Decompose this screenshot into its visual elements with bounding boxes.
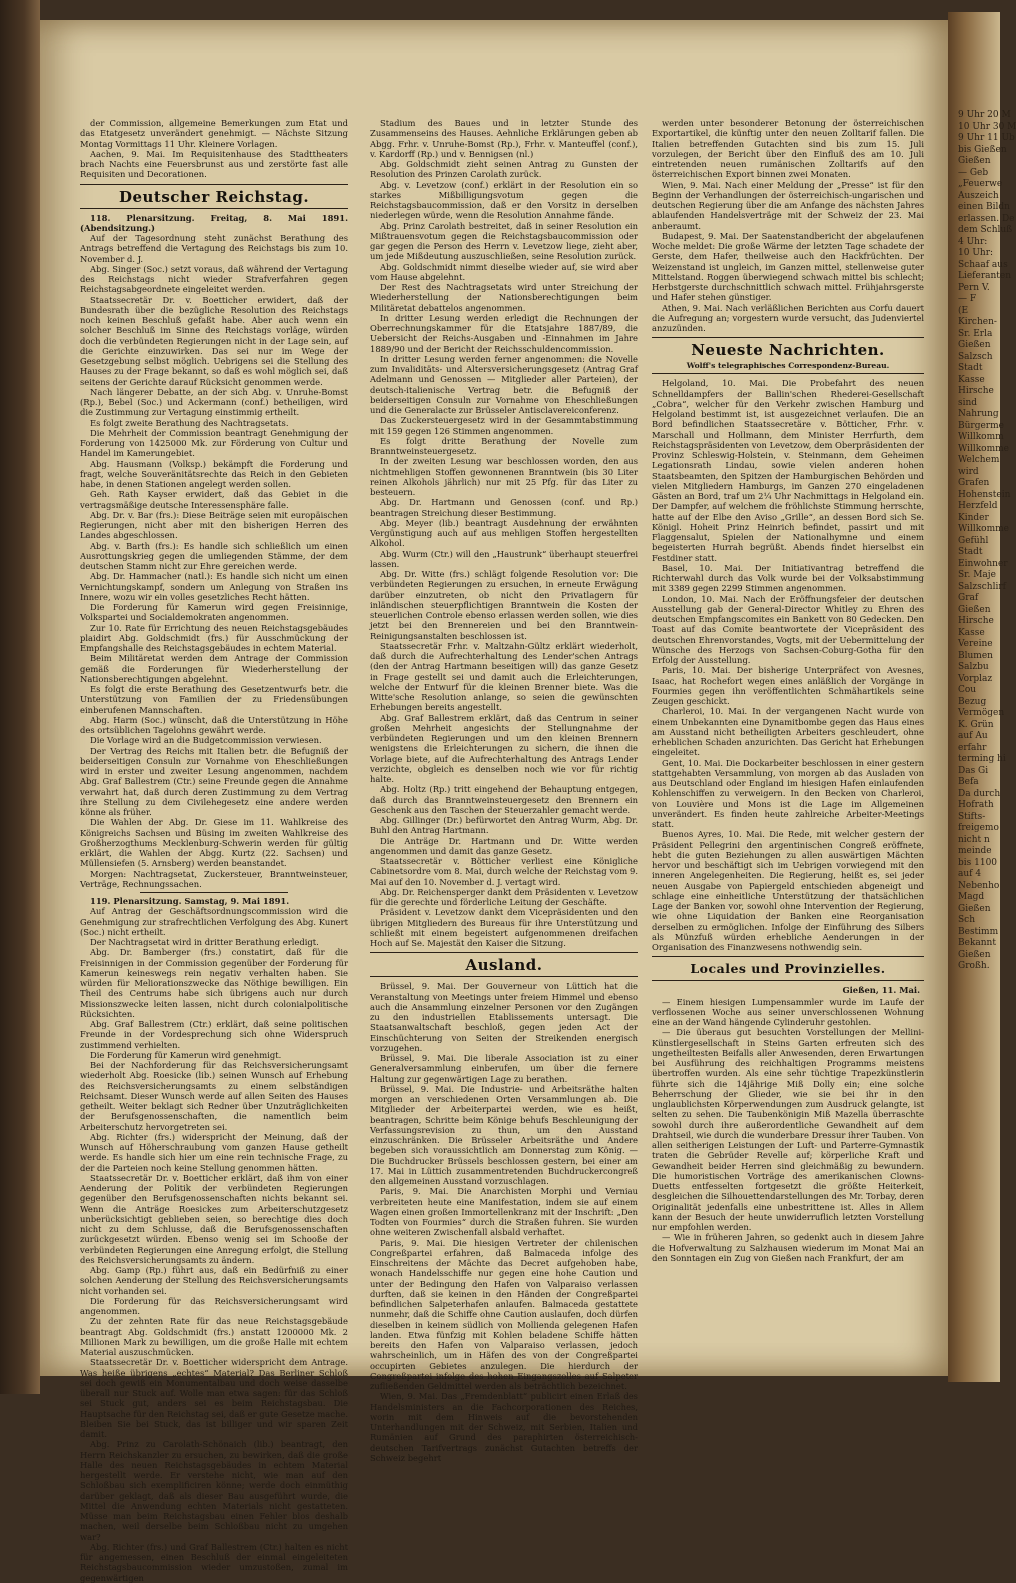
article-paragraph: Staatssecretär v. Bötticher verliest eine Königliche Cabinetsordre vom 8. Mai, durch welche der Reichstag vom 9. Mai auf den 10. November d. J. vertagt wird. bbox=[370, 856, 638, 887]
article-paragraph: Der Nachtragsetat wird in dritter Berathung erledigt. bbox=[90, 937, 319, 947]
article-paragraph: Geh. Rath Kayser erwidert, daß das Gebiet in die vertragsmäßige deutsche Interessensphäre falle. bbox=[80, 489, 348, 510]
article-paragraph: Der Rest des Nachtragsetats wird unter Streichung der Wiederherstellung der Nationsberechtigungen beim Militäretat debattelos angenommen. bbox=[370, 282, 638, 313]
gutter-fragment: wird bbox=[958, 466, 979, 477]
gutter-fragment: Auszeich bbox=[958, 190, 999, 201]
gutter-fragment: nicht n bbox=[958, 834, 990, 845]
article-paragraph: Die Forderung für Kamerun wird gegen Freisinnige, Volkspartei und Socialdemokraten angenommen. bbox=[80, 602, 348, 623]
gutter-fragment: Willkomm bbox=[958, 432, 1004, 442]
next-page-fragments bbox=[958, 110, 1016, 1340]
gutter-fragment: Kirchen- bbox=[958, 317, 997, 327]
gutter-fragment: Cou bbox=[958, 685, 977, 695]
gutter-fragment: Sr. Maje bbox=[958, 570, 996, 580]
gutter-fragment: Sr. Erla bbox=[958, 328, 993, 339]
gutter-fragment: bis Gießen bbox=[958, 144, 1007, 155]
article-paragraph: Basel, 10. Mai. Der Initiativantrag betreffend die Richterwahl durch das Volk wurde bei der Volksabstimmung mit 3389 gegen 2299 Stimmen angenommen. bbox=[652, 562, 924, 594]
article-paragraph: — Die überaus gut besuchten Vorstellungen der Mellini-Künstlergesellschaft in Steins Garten erfreuten sich des ungetheiltesten Beifalls aller Anwesenden, deren Erwartungen bei Ausführung des reichhaltigen Programms meistens übertroffen wurden. Als eine sehr tüchtige Trapezkünstlerin führte sich die 14jährige Miß Dolly ein; eine solche Beherrschung der Glieder, wie sie bei ihr in den unglaublichsten Körperwendungen zum Ausdruck gelangte, ist selten zu sehen. Die Taubenkönigin Miß Mazella überraschte sowohl durch ihre außerordentliche Gewandheit auf dem Drahtseil, wie durch die wunderbare Dressur ihrer Tauben. Von allen seitherigen Leistungen der Luft- und Parterre-Gymnastik traten die Gebrüder Revelle auf; körperliche Kraft und Gewandheit beider Herren sind gleichmäßig zu bewundern. Die humoristischen Vorträge des amerikanischen Clowns-Duetts entfesselten fortgesetzt die größte Heiterkeit, desgleichen die Silhouettendarstellungen des Mr. Torbay, deren Originalität jedenfalls eine unbestrittene ist. Alles in Allem kann der Besuch der heute unwiderruflich letzten Vorstellung nur empfohlen werden. bbox=[652, 1027, 924, 1232]
gutter-fragment: 4 Uhr: bbox=[958, 236, 988, 247]
rule bbox=[140, 892, 288, 893]
article-paragraph: Abg. Hausmann (Volksp.) bekämpft die Forderung und fragt, welche Souveränitätsrechte das Reich in den Gebieten habe, in denen Stationen angelegt werden sollen. bbox=[80, 458, 348, 489]
article-paragraph: Helgoland, 10. Mai. Die Probefahrt des neuen Schnelldampfers der Ballin'schen Rhederei-Gesellschaft „Cobra“, welcher für den Verkehr zwischen Hamburg und Helgoland bestimmt ist, ist ausgezeichnet verlaufen. Die an Bord befindlichen Staatssecretäre v. Bötticher, Frhr. v. Marschall und Hollmann, dem Minister Herrfurth, dem Reichstagspräsidenten von Levetzow, dem Oberpräsidenten der Provinz Schleswig-Holstein, v. Steinmann, dem Geheimen Legationsrath Lindau, sowie vielen anderen hohen Staatsbeamten, den Spitzen der Hamburgischen Behörden und vielen Mitgliedern Hamburgs, im Ganzen 270 eingeladenen Gästen an Bord, traf um 2¼ Uhr Nachmittags in Helgoland ein. Der Dampfer, auf welchem die fröhlichste Stimmung herrschte, hatte auf der Elbe den Aviso „Grille“, an dessen Bord sich Se. Königl. Hoheit Prinz Heinrich befindet, passirt und mit Flaggensalut, Spielen der Nationalhymne und einem begeisterten Hurrah begrüßt. Abends findet hierselbst ein Festdiner statt. bbox=[652, 378, 924, 563]
article-paragraph: Morgen: Nachtragsetat, Zuckersteuer, Branntweinsteuer, Verträge, Rechnungssachen. bbox=[80, 868, 348, 889]
article-paragraph: Charleroi, 10. Mai. In der vergangenen Nacht wurde von einem Unbekannten eine Dynamitbombe gegen das Haus eines am Ausstand nicht betheiligten Arbeiters geschleudert, ohne erheblichen Schaden anzurichten. Das Gericht hat Erhebungen eingeleitet. bbox=[652, 706, 924, 758]
article-paragraph: Brüssel, 9. Mai. Die Industrie- und Arbeitsräthe halten morgen an verschiedenen Orten Versammlungen ab. Die Mitglieder der Arbeiterpartei werden, wie es heißt, beantragen, Schritte beim Könige behufs Beschleunigung der Verfassungsrevision zu thun, um den Ausstand einzuschränken. Die Brüsseler Arbeitsräthe und Andere begeben sich voraussichtlich am Donnerstag zum König. — Die Buchdrucker Brüssels beschlossen gestern, bei einer am 17. Mai in Lüttich zusammentretenden Buchdruckercongreß den allgemeinen Ausstand vorzuschlagen. bbox=[370, 1083, 638, 1186]
gutter-fragment: Salzsch bbox=[958, 351, 993, 362]
article-paragraph: Brüssel, 9. Mai. Die liberale Association ist zu einer Generalversammlung einberufen, um über die fernere Haltung zur gegenwärtigen Lage zu berathen. bbox=[370, 1053, 638, 1084]
article-paragraph: Wien, 9. Mai. Das „Fremdenblatt“ publicirt einen Erlaß des Handelsministers an die Fachcorporationen des Reiches, worin mit dem Hinweis auf die bevorstehenden Unterhandlungen mit der Schweiz, mit Serbien, Italien und Rumänien auf Grund des paraphirten österreichisch-deutschen Tarifvertrags zunächst Gutachten betreffs der Schweiz begehrt bbox=[370, 1391, 638, 1463]
gutter-fragment: Willkomme bbox=[958, 443, 1009, 454]
gutter-fragment: Stifts- bbox=[958, 811, 986, 822]
article-paragraph: Abg. Prinz Carolath bestreitet, daß in seiner Resolution ein Mißtrauensvotum gegen die Reichstagsbaucommission oder gar gegen die Person des Herrn v. Levetzow liege, zieht aber, um jede Mißdeutung auszuschließen, seine Resolution zurück. bbox=[370, 220, 638, 262]
article-paragraph: Staatssecretär Frhr. v. Maltzahn-Gültz erklärt wiederholt, daß durch die Aufrechterhaltung des Lender'schen Antrags (den der Antrag Hartmann beseitigen will) das ganze Gesetz in Frage gestellt sei und damit auch die Erleichterungen, welche der Entwurf für die kleinen Brenner biete. Was die Witte'sche Resolution anlange, so seien die gewünschten Erhebungen bereits angestellt. bbox=[370, 640, 638, 713]
article-paragraph: Budapest, 9. Mai. Der Saatenstandbericht der abgelaufenen Woche meldet: Die große Wärme der letzten Tage schadete der Gerste, dem Hafer, theilweise auch den Hackfrüchten. Der Weizenstand ist ungleich, im Ganzen mittel, stellenweise guter Mittelstand. Roggen überwiegend schwach mittel bis schlecht; Herbstgerste durchschnittlich schwach mittel. Frühjahrsgerste und Hafer stehen günstiger. bbox=[652, 230, 924, 303]
article-paragraph: Abg. Gillinger (Dr.) befürwortet den Antrag Wurm, Abg. Dr. Buhl den Antrag Hartmann. bbox=[370, 815, 638, 836]
session-119-heading: 119. Plenarsitzung. Samstag, 9. Mai 1891. bbox=[90, 896, 290, 906]
article-paragraph: Es folgt zweite Berathung des Nachtragsetats. bbox=[90, 417, 289, 428]
article-paragraph: Staatssecretär Dr. v. Boetticher erwidert, daß der Bundesrath über die bezügliche Resolution des Reichstags noch keinen Beschluß gefaßt habe. Aber auch wenn ein solcher Beschluß im Sinne des Reichstags vorläge, würden doch die verbündeten Regierungen nicht in der Lage sein, auf die Gerichte einzuwirken. Das sei nur im Wege der Gesetzgebung selbst möglich. Uebrigens sei die Stellung des Hauses zu der Frage bekannt, so daß es wohl möglich sei, daß seitens der Gerichte darauf Rücksicht genommen werde. bbox=[80, 294, 348, 387]
gutter-fragment: Sch bbox=[958, 915, 976, 925]
article-paragraph: Abg. Wurm (Ctr.) will den „Haustrunk“ überhaupt steuerfrei lassen. bbox=[370, 548, 638, 569]
gutter-fragment: Da durch bbox=[958, 788, 1001, 799]
gutter-fragment: Bekannt bbox=[958, 938, 996, 948]
gutter-fragment: Vermögen bbox=[958, 708, 1005, 718]
article-paragraph: Stadium des Baues und in letzter Stunde des Zusammenseins des Hauses. Aehnliche Erklärungen geben ab Abgg. Frhr. v. Unruhe-Bomst (Rp.), Frhr. v. Manteuffel (conf.), v. Kardorff (Rp.) und v. Bennigsen (nl.) bbox=[370, 118, 638, 159]
article-paragraph: Abg. Singer (Soc.) setzt voraus, daß während der Vertagung des Reichstags nicht wieder Strafverfahren gegen Reichstagsabgeordnete eingeleitet werden. bbox=[80, 263, 348, 295]
rule bbox=[652, 337, 924, 338]
article-paragraph: Nach längerer Debatte, an der sich Abg. v. Unruhe-Bomst (Rp.), Bebel (Soc.) und Ackermann (conf.) betheiligen, wird die Zustimmung zur Vertagung einstimmig ertheilt. bbox=[80, 386, 348, 418]
article-paragraph: Zur 10. Rate für Errichtung des neuen Reichstagsgebäudes plaidirt Abg. Goldschmidt (frs.) für Ausschmückung der Empfangshalle des Reichstagsgebäudes in echtem Material. bbox=[80, 622, 348, 653]
gutter-fragment: Vorplaz bbox=[958, 673, 993, 684]
article-paragraph: Abg. Dr. v. Bar (frs.): Diese Beiträge seien mit europäischen Regierungen, nicht aber mit den bisherigen Herren des Landes abgeschlossen. bbox=[80, 509, 348, 541]
article-paragraph: Beim Militäretat werden dem Antrage der Commission gemäß die Forderungen für Wiederherstellung der Nationsberechtigungen abgelehnt. bbox=[80, 653, 348, 684]
gutter-fragment: Hirsche bbox=[958, 386, 994, 396]
gutter-fragment: Nahrung bbox=[958, 409, 999, 419]
article-paragraph: Abg. v. Barth (frs.): Es handle sich schließlich um einen Ausrottungskrieg gegen die umliegenden Stämme, der dem deutschen Stamm nicht zur Ehre gereichen werde. bbox=[80, 540, 348, 571]
gutter-fragment: Schaaf aus bbox=[958, 259, 1008, 270]
article-paragraph: Abg. Richter (frs.) und Graf Ballestrem (Ctr.) halten es nicht für angemessen, einen Beschluß der einmal eingeleiteten Reichstagsbaucommission wieder umzustoßen, zumal im gegenwärtigen bbox=[80, 1541, 348, 1583]
article-paragraph: Die Mehrheit der Commission beantragt Genehmigung der Forderung von 1425000 Mk. zur Förderung von Cultur und Handel im Kamerungebiet. bbox=[80, 427, 348, 459]
gutter-fragment: 9 Uhr 20 M bbox=[958, 110, 1011, 120]
article-paragraph: London, 10. Mai. Nach der Eröffnungsfeier der deutschen Ausstellung gab der General-Director Whitley zu Ehren des deutschen Empfangscomites ein Bankett von 80 Gedecken. Den Toast auf das Comite beantwortete der Vicepräsident des deutschen Ehrenvorstandes, Vogts, mit der Uebermittelung der Wünsche des Herzogs von Sachsen-Coburg-Gotha für den Erfolg der Ausstellung. bbox=[652, 593, 924, 665]
gutter-fragment: Willkomme bbox=[958, 524, 1009, 534]
gutter-fragment: Salzbu bbox=[958, 662, 989, 672]
gutter-fragment: Pern V. bbox=[958, 282, 990, 293]
article-paragraph: Bei der Nachforderung für das Reichsversicherungsamt wiederholt Abg. Roesicke (lib.) seinen Wunsch auf Erhebung des Reichsversicherungsamts zu einem selbständigen Reichsamt. Dieser Wunsch werde auf allen Seiten des Hauses getheilt. Weiter beklagt sich Redner über Unzuträglichkeiten der Berufsgenossenschaften, die namentlich beim Arbeiterschutz hervorgetreten sei. bbox=[80, 1060, 348, 1132]
gutter-fragment: Gießen bbox=[958, 604, 991, 615]
article-paragraph: Abg. Harm (Soc.) wünscht, daß die Unterstützung in Höhe des ortsüblichen Tagelohns gewährt werde. bbox=[80, 714, 348, 735]
gutter-fragment: Großh. bbox=[958, 961, 990, 971]
rule bbox=[652, 956, 924, 957]
article-paragraph: Abg. Prinz zu Carolath-Schönaich (lib.) beantragt, den Herrn Reichskanzler zu ersuchen, zu bewirken, daß die große Halle des neuen Reichstagsgebäudes in echtem Material hergestellt werde. Er verstehe nicht, wie man auf den Schloßbau sich exemplificiren könne; werde doch einmüthig darüber geklagt, daß als dieser Bau ausgeführt wurde, die Mittel die Anwendung echten Materials nicht gestatteten. Müsse man beim Reichstagsbau einen Fehler blos deshalb machen, weil derselbe beim Schloßbau nicht zu umgehen war? bbox=[80, 1439, 348, 1542]
article-paragraph: Abg. Gamp (Rp.) führt aus, daß ein Bedürfniß zu einer solchen Aenderung der Stellung des Reichsversicherungsamts nicht vorhanden sei. bbox=[80, 1265, 348, 1296]
gutter-fragment: Gießen bbox=[958, 156, 991, 166]
rule bbox=[80, 184, 348, 185]
gutter-fragment: erlassen. De bbox=[958, 213, 1015, 224]
article-paragraph: Wien, 9. Mai. Nach einer Meldung der „Presse“ ist für den Beginn der Verhandlungen der österreichisch-ungarischen und deutschen Regierung über die am Anfange des nächsten Jahres ablaufenden Handelsverträge mit der Schweiz der 23. Mai anberaumt. bbox=[652, 179, 924, 231]
gutter-fragment: 9 Uhr 11 Ub bbox=[958, 133, 1015, 143]
article-paragraph: Staatssecretär Dr. v. Boetticher widerspricht dem Antrage. Was heiße übrigens „echtes“ Material? Das Berliner Schloß sei doch gewiß ein Monumentalbau und doch weise dasselbe überall nur Stuck auf. Wolle man etwa sagen: für das Schloß sei Stuck gut, anders sei es beim Reichstagsbau. Die Hauptsache für den Reichstag sei, daß er gute Gesetze mache. Bleiben Sie bei Stuck, das ist billiger und wir sparen Zeit damit. bbox=[80, 1357, 348, 1439]
gutter-fragment: Lieferanten bbox=[958, 271, 1012, 281]
article-paragraph: Paris, 9. Mai. Die Anarchisten Morphi und Verniau verbreiteten heute eine Manifestation, indem sie auf einem Wagen einen großen Immortellenkranz mit der Inschrift: „Den Todten von Fourmies“ durch die Straßen fuhren. Sie wurden ohne weiteren Zwischenfall alsbald verhaftet. bbox=[370, 1186, 638, 1238]
section-title-neueste-nachrichten: Neueste Nachrichten. bbox=[691, 341, 885, 360]
gutter-fragment: (E bbox=[958, 305, 969, 316]
gutter-fragment: einen Bildn bbox=[958, 202, 1010, 212]
gutter-fragment: Magd bbox=[958, 892, 985, 902]
column-1 bbox=[80, 118, 348, 1583]
article-paragraph: Aachen, 9. Mai. Im Requisitenhause des Stadttheaters brach Nachts eine Feuersbrunst aus und zerstörte fast alle Requisiten und Decorationen. bbox=[80, 148, 348, 180]
article-paragraph: Abg. v. Levetzow (conf.) erklärt in der Resolution ein so starkes Mißbilligungsvotum gegen die Reichstagsbaucommission, daß er den Vorsitz in derselben niederlegen würde, wenn die Resolution Annahme fände. bbox=[370, 179, 638, 221]
gutter-fragment: Bestimm bbox=[958, 926, 999, 937]
gutter-fragment: Befa bbox=[958, 777, 979, 787]
book-left-edge bbox=[0, 0, 40, 1394]
article-paragraph: Auf der Tagesordnung steht zunächst Berathung des Antrags betreffend die Vertagung des Reichstags bis zum 10. November d. J. bbox=[80, 233, 348, 264]
article-paragraph: Die Forderung für das Reichsversicherungsamt wird angenommen. bbox=[80, 1295, 348, 1316]
gutter-fragment: auf Au bbox=[958, 731, 988, 741]
article-paragraph: Abg. Dr. Witte (frs.) schlägt folgende Resolution vor: Die verbündeten Regierungen zu ersuchen, in erneute Erwägung darüber einzutreten, ob nicht den Privatlagern für inländischen steuerpflichtigen Branntwein die Kosten der steuerlichen Controle ebenso erlassen werden sollen, wie dies jetzt bei den Brennereien und bei den Branntwein-Reinigungsanstalten beschlossen ist. bbox=[370, 569, 638, 641]
rule bbox=[370, 952, 638, 953]
article-paragraph: Die Forderung für Kamerun wird genehmigt. bbox=[90, 1049, 282, 1060]
gutter-fragment: dem Schluß bbox=[958, 225, 1013, 235]
section-title-ausland: Ausland. bbox=[465, 956, 543, 975]
article-paragraph: Abg. Dr. Hammacher (natl.): Es handle sich nicht um einen Vernichtungskampf, sondern um Anlegung von Straßen ins Innere, wozu wir ein volles gesetzliches Recht hätten. bbox=[80, 571, 348, 602]
gutter-fragment: Graf bbox=[958, 593, 979, 603]
article-paragraph: Abg. Graf Ballestrem (Ctr.) erklärt, daß seine politischen Freunde in der Vordesprechung sich ohne Widerspruch zustimmend verhielten. bbox=[80, 1019, 348, 1050]
gutter-fragment: „Feuerwe bbox=[958, 179, 1003, 189]
gutter-fragment: Blumen bbox=[958, 650, 993, 661]
column-2 bbox=[370, 118, 638, 1463]
gutter-fragment: K. Grün bbox=[958, 719, 994, 730]
article-paragraph: Paris, 9. Mai. Die hiesigen Vertreter der chilenischen Congreßpartei erfahren, daß Balmaceda infolge des Einschreitens der Mächte das Decret aufgehoben habe, wonach Handelsschiffe nur gegen eine hohe Caution und unter der Bedingung den Hafen von Valparaiso verlassen durften, daß sie keinen in den Händen der Congreßpartei befindlichen Salpeterhafen anlaufen. Balmaceda gestattete nunmehr, daß die Schiffe ohne Caution auslaufen, doch dürfen dieselben in keinem südlich von Mollienda gelegenen Hafen landen. Etwa fünfzig mit Kohlen beladene Schiffe hätten bereits den Hafen von Valparaiso verlassen, jedoch wahrscheinlich, um in Häfen des von der Congreßpartei occupirten Gebietes anzulegen. Die hierdurch der Congreßpartei infolge des hohen Eingangszolles auf Salpeter zufließenden Geldmittel werden als beträchtlich bezeichnet. bbox=[370, 1237, 638, 1391]
article-paragraph: Brüssel, 9. Mai. Der Gouverneur von Lüttich hat die Veranstaltung von Meetings unter freiem Himmel und ebenso auch die Ansammlung einzelner Personen vor den Zugängen zu den industriellen Etablissements untersagt. Die Staatsanwaltschaft beschloß, gegen jeden Act der Einschüchterung von Seiten der Streikenden energisch vorzugehen. bbox=[370, 981, 638, 1053]
column-3 bbox=[652, 118, 924, 1368]
gutter-fragment: Gießen bbox=[958, 949, 991, 960]
rule bbox=[80, 208, 348, 209]
section-title-locales: Locales und Provinzielles. bbox=[690, 961, 886, 977]
article-paragraph: Die Anträge Dr. Hartmann und Dr. Witte werden angenommen und damit das ganze Gesetz. bbox=[370, 835, 638, 856]
article-paragraph: Abg. Dr. Bamberger (frs.) constatirt, daß für die Freisinnigen in der Commission gegenüber der Forderung für Kamerun keineswegs rein negativ verhalten haben. Sie würden für Meliorationszwecke das Nöthige bewilligen. Ein Theil des Centrums habe sich übrigens auch nur durch Missionszwecke leiten lassen, nicht durch colonialpolitische Rücksichten. bbox=[80, 947, 348, 1019]
gutter-fragment: Grafen bbox=[958, 478, 990, 488]
session-118-heading: 118. Plenarsitzung. Freitag, 8. Mai 1891. (Abendsitzung.) bbox=[80, 212, 348, 233]
gutter-fragment: sind bbox=[958, 397, 978, 408]
article-paragraph: Abg. Graf Ballestrem erklärt, daß das Centrum in seiner großen Mehrheit angesichts der Stellungnahme der verbündeten Regierungen und um den kleinen Brennern wenigstens die Erleichterungen zu sichern, die ihnen die Vorlage biete, auf die Aufrechterhaltung des Antrags Lender verzichte, obgleich es denselben noch wie vor für richtig halte. bbox=[370, 712, 638, 784]
article-paragraph: Zu der zehnten Rate für das neue Reichstagsgebäude beantragt Abg. Goldschmidt (frs.) anstatt 1200000 Mk. 2 Millionen Mark zu bewilligen, um die große Halle mit echtem Material auszuschmücken. bbox=[80, 1316, 348, 1357]
gutter-fragment: Stadt bbox=[958, 363, 983, 373]
gutter-fragment: erfahr bbox=[958, 742, 987, 753]
gutter-fragment: Stadt bbox=[958, 547, 983, 557]
gutter-fragment: Gießen bbox=[958, 340, 991, 350]
gutter-fragment: Einwohner bbox=[958, 558, 1008, 569]
article-paragraph: Paris, 10. Mai. Der bisherige Unterpräfect von Avesnes, Isaac, hat Rochefort wegen eines anläßlich der Vorgänge in Fourmies gegen ihn veröffentlichten Schmähartikels seine Zeugen geschickt. bbox=[652, 665, 924, 706]
gutter-fragment: — F bbox=[958, 294, 977, 304]
gutter-fragment: terming hi bbox=[958, 754, 1006, 764]
gutter-fragment: Gießen bbox=[958, 903, 991, 914]
gutter-fragment: Hirsche bbox=[958, 616, 994, 626]
gutter-fragment: Nebenho bbox=[958, 880, 1000, 891]
gutter-fragment: Bezug bbox=[958, 696, 987, 707]
article-paragraph: Es folgt die erste Berathung des Gesetzentwurfs betr. die Unterstützung von Familien der zu Friedensübungen einberufenen Mannschaften. bbox=[80, 684, 348, 715]
rule bbox=[652, 980, 924, 981]
article-paragraph: Die Wahlen der Abg. Dr. Giese im 11. Wahlkreise des Königreichs Sachsen und Büsing im zweiten Wahlkreise des Großherzogthums Mecklenburg-Schwerin werden für gültig erklärt, die Wahlen der Abgg. Kurtz (22. Sachsen) und Müllensiefen (5. Arnsberg) werden beanstandet. bbox=[80, 817, 348, 869]
article-paragraph: Der Vertrag des Reichs mit Italien betr. die Befugniß der beiderseitigen Consuln zur Vornahme von Eheschließungen wird in erster und zweiter Lesung angenommen, nachdem Abg. Graf Ballestrem (Ctr.) seine Freunde gegen die Annahme verwahrt hat, daß durch deren Zustimmung zu dem Vertrag ihre Stellung zu dem Civilehegesetz eine andere werden könne als früher. bbox=[80, 745, 348, 817]
gutter-fragment: — Geb bbox=[958, 167, 989, 178]
section-title-reichstag: Deutscher Reichstag. bbox=[118, 187, 310, 206]
article-paragraph: — Wie in früheren Jahren, so gedenkt auch in diesem Jahre die Hofverwaltung zu Salzhausen wiederum im Monat Mai an den Sonntagen ein Zug von Gießen nach Frankfurt, der am bbox=[652, 1232, 924, 1263]
article-paragraph: der Commission, allgemeine Bemerkungen zum Etat und das Etatgesetz unverändert genehmigt. — Nächste Sitzung Montag Vormittags 11 Uhr. Kleinere Vorlagen. bbox=[80, 118, 348, 149]
article-paragraph: Abg. Goldschmidt zieht seinen Antrag zu Gunsten der Resolution des Prinzen Carolath zurück. bbox=[370, 159, 638, 180]
article-paragraph: Das Zuckersteuergesetz wird in der Gesammtabstimmung mit 159 gegen 126 Stimmen angenommen. bbox=[370, 415, 638, 436]
gutter-fragment: Herzfeld bbox=[958, 501, 998, 511]
gutter-fragment: freigemo bbox=[958, 823, 999, 833]
gutter-fragment: Gefühl bbox=[958, 535, 989, 546]
gutter-fragment: Kinder bbox=[958, 512, 989, 523]
gutter-fragment: Hofrath bbox=[958, 800, 994, 810]
article-paragraph: Es folgt dritte Berathung der Novelle zum Branntweinsteuergesetz. bbox=[370, 435, 638, 456]
section-subtitle-wolff: Wolff's telegraphisches Correspondenz-Bureau. bbox=[686, 361, 890, 371]
gutter-fragment: Hohenstein bbox=[958, 489, 1011, 500]
article-paragraph: Abg. Meyer (lib.) beantragt Ausdehnung der erwähnten Vergünstigung auch auf aus mehligen Stoffen hergestellten Alkohol. bbox=[370, 517, 638, 549]
gutter-fragment: Vereine bbox=[958, 639, 993, 649]
article-paragraph: Die Vorlage wird an die Budgetcommission verwiesen. bbox=[90, 735, 322, 746]
rule bbox=[652, 373, 924, 374]
article-paragraph: In dritter Lesung werden erledigt die Rechnungen der Oberrechnungskammer für die Etatsjahre 1887/89, die Uebersicht der Reichs-Ausgaben und -Einnahmen im Jahre 1889/90 und der Bericht der Reichsschuldencommission. bbox=[370, 312, 638, 354]
article-paragraph: Auf Antrag der Geschäftsordnungscommission wird die Genehmigung zur strafrechtlichen Verfolgung des Abg. Kunert (Soc.) nicht ertheilt. bbox=[80, 906, 348, 937]
gutter-fragment: auf 4 bbox=[958, 869, 982, 879]
article-paragraph: Abg. Dr. Reichensperger dankt dem Präsidenten v. Levetzow für die gerechte und förderliche Leitung der Geschäfte. bbox=[370, 886, 638, 907]
gutter-fragment: Welchem bbox=[958, 455, 1000, 465]
article-paragraph: In der zweiten Lesung war beschlossen worden, den aus nichtmehligen Stoffen gewonnenen Branntwein (bis 30 Liter reinen Alkohols jährlich) nur mit 25 Pfg. für das Liter zu besteuern. bbox=[370, 456, 638, 497]
gutter-fragment: Das Gi bbox=[958, 765, 989, 776]
gutter-fragment: Kasse bbox=[958, 374, 985, 385]
gutter-fragment: bis 1100 bbox=[958, 857, 998, 868]
article-paragraph: Gent, 10. Mai. Die Dockarbeiter beschlossen in einer gestern stattgehabten Versammlung, von morgen ab das Ausladen von aus Deutschland oder England im hiesigen Hafen einlaufenden Kohlenschiffen zu verweigern. In den Becken von Charleroi, von Louvière und Mons ist die Lage im Allgemeinen unverändert. Es finden heute zahlreiche Arbeiter-Meetings statt. bbox=[652, 757, 924, 829]
gutter-fragment: meinde bbox=[958, 846, 992, 856]
article-paragraph: Staatssecretär Dr. v. Boetticher erklärt, daß ihm von einer Aenderung der Politik der verbündeten Regierungen gegenüber den Berufsgenossenschaften nichts bekannt sei. Wenn die Anträge Roesickes zum Arbeiterschutzgesetz unberücksichtigt geblieben seien, so berechtige dies doch nicht zu dem Schlusse, daß die Berufsgenossenschaften zurückgesetzt würden. Ebenso wenig sei im Schooße der verbündeten Regierungen eine Anregung erfolgt, die Stellung des Reichsversicherungsamts zu ändern. bbox=[80, 1172, 348, 1265]
article-paragraph: Abg. Holtz (Rp.) tritt eingehend der Behauptung entgegen, daß durch das Branntweinsteuergesetz den Brennern ein Geschenk aus den Taschen der Steuerzahler gemacht werde. bbox=[370, 784, 638, 815]
gutter-fragment: 10 Uhr 30 M bbox=[958, 121, 1016, 132]
article-paragraph: Präsident v. Levetzow dankt dem Vicepräsidenten und den übrigen Mitgliedern des Bureaus für ihre Unterstützung und schließt mit einem begeistert aufgenommenen dreifachen Hoch auf Se. Majestät den Kaiser die Sitzung. bbox=[370, 907, 638, 948]
article-paragraph: Abg. Richter (frs.) widerspricht der Meinung, daß der Wunsch auf Höherschraubung vom ganzen Hause getheilt werde. Es handle sich hier um eine rein technische Frage, zu der die Parteien noch keine Stellung genommen hätten. bbox=[80, 1131, 348, 1173]
article-paragraph: Buenos Ayres, 10. Mai. Die Rede, mit welcher gestern der Präsident Pellegrini den argentinischen Congreß eröffnete, hebt die guten Beziehungen zu allen auswärtigen Mächten hervor und beschäftigt sich im Uebrigen vorwiegend mit den inneren Angelegenheiten. Die Regierung, heißt es, sei jeder neuen Ausgabe von Papiergeld entschieden abgeneigt und schlage eine einheitliche Unterstützung der thatsächlichen Lage der Banken vor, sowohl ohne Intervention der Regierung, wie ohne Liquidation der Banken eine Reorganisation derselben zu ermöglichen. Infolge der Einführung des Silbers als Münzfuß würden erhebliche Aenderungen in der Organisation des Finanzwesens nothwendig sein. bbox=[652, 829, 924, 952]
article-paragraph: Abg. Goldschmidt nimmt dieselbe wieder auf, sie wird aber vom Hause abgelehnt. bbox=[370, 261, 638, 282]
article-paragraph: — Einem hiesigen Lumpensammler wurde im Laufe der verflossenen Woche aus seiner unverschlossenen Wohnung eine an der Wand hängende Cylinderuhr gestohlen. bbox=[652, 996, 924, 1027]
gutter-fragment: Salzschlirf bbox=[958, 581, 1006, 592]
gutter-fragment: Kasse bbox=[958, 627, 985, 638]
place-date-giessen: Gießen, 11. Mai. bbox=[842, 985, 920, 996]
article-paragraph: In dritter Lesung werden ferner angenommen: die Novelle zum Invaliditäts- und Altersversicherungsgesetz (Antrag Graf Adelmann und Genossen — Mitglieder aller Parteien), der deutsch-italienische Vertrag betr. die Befugniß der beiderseitigen Consuln zur Vornahme von Eheschließungen und die Generalacte zur Brüsseler Antisclavereiconferenz. bbox=[370, 353, 638, 415]
article-paragraph: werden unter besonderer Betonung der österreichischen Exportartikel, die künftig unter den neuen Zolltarif fallen. Die Italien betreffenden Gutachten sind bis zum 15. Juli vorzulegen, der Bericht über den Einfluß des am 10. Juli eintretenden neuen rumänischen Zolltarifs auf den österreichischen Export binnen zwei Monaten. bbox=[652, 118, 924, 180]
gutter-fragment: 10 Uhr: bbox=[958, 248, 994, 258]
rule bbox=[370, 976, 638, 977]
article-paragraph: Abg. Dr. Hartmann und Genossen (conf. und Rp.) beantragen Streichung dieser Bestimmung. bbox=[370, 497, 638, 518]
gutter-fragment: Bürgerme bbox=[958, 420, 1004, 431]
article-paragraph: Athen, 9. Mai. Nach verläßlichen Berichten aus Corfu dauert die Aufregung an; vorgestern wurde versucht, das Judenviertel anzuzünden. bbox=[652, 302, 924, 333]
